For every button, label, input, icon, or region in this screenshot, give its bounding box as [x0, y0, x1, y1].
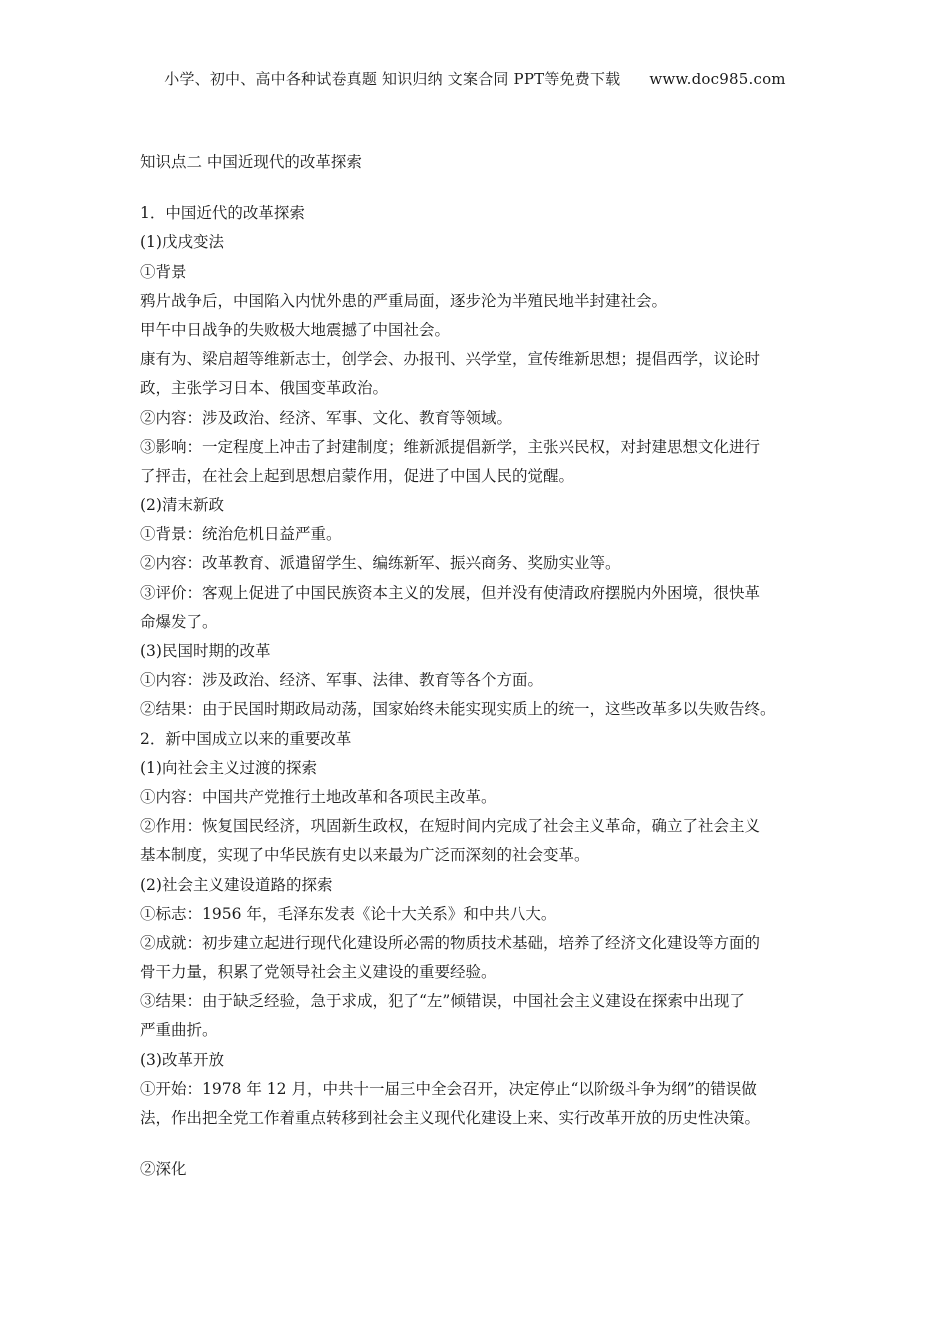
paragraph-line: (2)清末新政	[140, 496, 224, 515]
paragraph-line: 1．中国近代的改革探索	[140, 204, 305, 223]
paragraph-line: 严重曲折。	[140, 1021, 218, 1040]
section-title: 知识点二 中国近现代的改革探索	[140, 153, 362, 171]
paragraph-line: 甲午中日战争的失败极大地震撼了中国社会。	[140, 320, 451, 339]
paragraph-line: 康有为、梁启超等维新志士，创学会、办报刊、兴学堂，宣传维新思想；提倡西学，议论时	[140, 350, 761, 369]
paragraph-line: ②内容：改革教育、派遣留学生、编练新军、振兴商务、奖励实业等。	[140, 554, 621, 573]
paragraph-line: 2．新中国成立以来的重要改革	[140, 729, 352, 748]
paragraph-line: ②内容：涉及政治、经济、军事、文化、教育等领域。	[140, 408, 513, 427]
paragraph-line: ②结果：由于民国时期政局动荡，国家始终未能实现实质上的统一，这些改革多以失败告终。	[140, 700, 776, 719]
paragraph-line: ③结果：由于缺乏经验，急于求成，犯了“左”倾错误，中国社会主义建设在探索中出现了	[140, 992, 745, 1011]
page-header	[0, 68, 950, 89]
paragraph-line: ①背景	[140, 262, 187, 281]
paragraph-line: ①内容：中国共产党推行土地改革和各项民主改革。	[140, 787, 497, 806]
paragraph-line: ①开始：1978 年 12 月，中共十一届三中全会召开，决定停止“以阶级斗争为纲”的错误做	[140, 1079, 757, 1098]
paragraph-line: 政，主张学习日本、俄国变革政治。	[140, 379, 389, 398]
paragraph-line: (2)社会主义建设道路的探索	[140, 875, 333, 894]
header-url[interactable]: www.doc985.com	[649, 70, 786, 88]
header-text: 小学、初中、高中各种试卷真题 知识归纳 文案合同 PPT等免费下载	[164, 70, 621, 88]
paragraph-line: 了抨击，在社会上起到思想启蒙作用，促进了中国人民的觉醒。	[140, 466, 575, 485]
paragraph-line: ①背景：统治危机日益严重。	[140, 525, 342, 544]
paragraph-line: (3)改革开放	[140, 1050, 224, 1069]
paragraph-line: 骨干力量，积累了党领导社会主义建设的重要经验。	[140, 963, 497, 982]
paragraph-line: 鸦片战争后，中国陷入内忧外患的严重局面，逐步沦为半殖民地半封建社会。	[140, 291, 668, 310]
paragraph-line: ①内容：涉及政治、经济、军事、法律、教育等各个方面。	[140, 671, 544, 690]
paragraph-line: (1)戊戌变法	[140, 233, 224, 252]
paragraph-line: (1)向社会主义过渡的探索	[140, 758, 317, 777]
paragraph-line: 基本制度，实现了中华民族有史以来最为广泛而深刻的社会变革。	[140, 846, 590, 865]
document-body	[140, 148, 820, 1184]
paragraph-line: (3)民国时期的改革	[140, 642, 271, 660]
paragraph-line: 法，作出把全党工作着重点转移到社会主义现代化建设上来、实行改革开放的历史性决策。	[140, 1109, 761, 1127]
paragraph-line: ②作用：恢复国民经济，巩固新生政权，在短时间内完成了社会主义革命，确立了社会主义	[140, 817, 761, 836]
paragraph-line: ③影响：一定程度上冲击了封建制度；维新派提倡新学，主张兴民权，对封建思想文化进行	[140, 437, 761, 456]
paragraph-line: ②深化	[140, 1160, 187, 1179]
paragraph-line: 命爆发了。	[140, 612, 218, 631]
paragraph-line: ①标志：1956 年，毛泽东发表《论十大关系》和中共八大。	[140, 904, 557, 923]
paragraph-line: ③评价：客观上促进了中国民族资本主义的发展，但并没有使清政府摆脱内外困境，很快革	[140, 583, 761, 602]
paragraph-line: ②成就：初步建立起进行现代化建设所必需的物质技术基础，培养了经济文化建设等方面的	[140, 933, 761, 952]
